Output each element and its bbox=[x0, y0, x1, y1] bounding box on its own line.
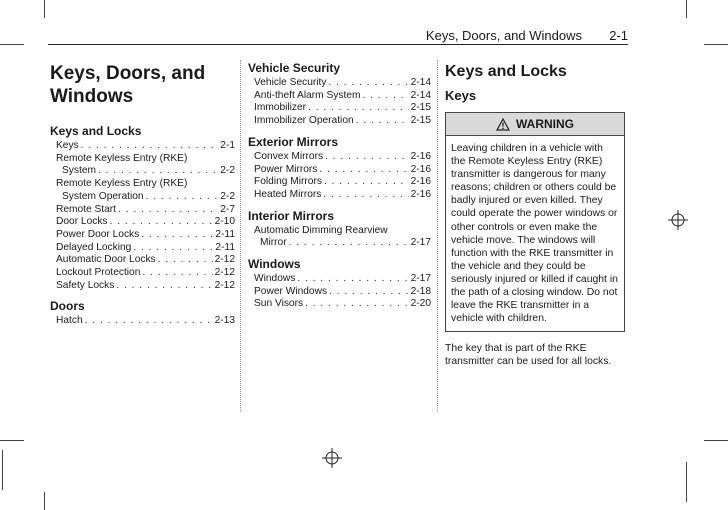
registration-mark-icon bbox=[322, 448, 342, 468]
toc-entry[interactable]: Heated Mirrors . . . 2-16 bbox=[248, 189, 431, 202]
registration-mark-icon bbox=[668, 210, 688, 230]
crop-mark bbox=[0, 44, 24, 45]
section-title: Keys and Locks bbox=[445, 63, 567, 80]
warning-label: WARNING bbox=[516, 117, 574, 131]
chapter-title-line: Keys, Doors, and bbox=[50, 63, 206, 84]
toc-entry[interactable]: Safety Locks . . . 2-12 bbox=[50, 280, 235, 293]
warning-header bbox=[446, 113, 624, 136]
content-right-column bbox=[445, 62, 627, 369]
toc-entry[interactable]: Power Door Locks . . . 2-11 bbox=[50, 229, 235, 242]
warning-triangle-icon bbox=[496, 118, 510, 131]
chapter-title-line: Windows bbox=[50, 86, 134, 107]
toc-entry[interactable]: Remote Keyless Entry (RKE) bbox=[56, 152, 188, 164]
toc-entry[interactable]: Windows . . . 2-17 bbox=[248, 273, 431, 286]
crop-mark bbox=[44, 492, 45, 510]
crop-mark bbox=[686, 462, 687, 502]
toc-left-column bbox=[50, 62, 235, 328]
toc-entry[interactable]: Power Windows . . . 2-18 bbox=[248, 286, 431, 299]
chapter-title bbox=[50, 62, 235, 108]
toc-entry[interactable]: Sun Visors . . . 2-20 bbox=[248, 298, 431, 311]
toc-entry[interactable]: Remote Start . . . 2-7 bbox=[50, 204, 235, 217]
crop-mark bbox=[704, 440, 728, 441]
toc-middle-column bbox=[248, 62, 431, 311]
toc-section-heading: Exterior Mirrors bbox=[248, 134, 339, 149]
toc-entry[interactable]: Hatch . . . 2-13 bbox=[50, 315, 235, 328]
toc-entry[interactable]: Delayed Locking . . . 2-11 bbox=[50, 242, 235, 255]
toc-entry-continuation[interactable]: System . . . 2-2 bbox=[50, 165, 235, 178]
running-header bbox=[0, 26, 630, 44]
crop-mark bbox=[0, 440, 24, 441]
header-title: Keys, Doors, and Windows bbox=[425, 28, 582, 43]
subsection-title: Keys bbox=[445, 88, 477, 103]
toc-entry-continuation[interactable]: System Operation . . . 2-2 bbox=[50, 191, 235, 204]
toc-entry[interactable]: Lockout Protection . . . 2-12 bbox=[50, 267, 235, 280]
toc-entry[interactable]: Door Locks . . . 2-10 bbox=[50, 216, 235, 229]
toc-section-heading: Interior Mirrors bbox=[248, 208, 335, 223]
toc-section-heading: Vehicle Security bbox=[248, 61, 341, 75]
toc-entry[interactable]: Automatic Dimming Rearview bbox=[254, 224, 388, 236]
page-number: 2-1 bbox=[609, 28, 628, 43]
crop-mark bbox=[2, 450, 3, 490]
crop-mark bbox=[44, 0, 45, 18]
toc-entry[interactable]: Remote Keyless Entry (RKE) bbox=[56, 178, 188, 190]
crop-mark bbox=[704, 44, 728, 45]
toc-section-heading: Doors bbox=[50, 299, 85, 314]
body-paragraph: The key that is part of the RKE transmitter can be used for all locks. bbox=[445, 343, 612, 368]
toc-entry[interactable]: Convex Mirrors . . . 2-16 bbox=[248, 151, 431, 164]
header-rule bbox=[48, 44, 628, 45]
toc-section-heading: Keys and Locks bbox=[50, 124, 142, 138]
toc-entry[interactable]: Folding Mirrors . . . 2-16 bbox=[248, 176, 431, 189]
toc-entry-continuation[interactable]: Mirror . . . 2-17 bbox=[248, 237, 431, 250]
toc-entry[interactable]: Automatic Door Locks . . . 2-12 bbox=[50, 254, 235, 267]
toc-entry[interactable]: Vehicle Security . . . 2-14 bbox=[248, 77, 431, 90]
toc-entry[interactable]: Immobilizer . . . 2-15 bbox=[248, 102, 431, 115]
toc-entry[interactable]: Keys . . . 2-1 bbox=[50, 140, 235, 153]
toc-section-heading: Windows bbox=[248, 257, 301, 272]
column-divider bbox=[240, 60, 241, 412]
warning-box bbox=[445, 112, 625, 332]
toc-entry[interactable]: Anti-theft Alarm System . . . 2-14 bbox=[248, 90, 431, 103]
crop-mark bbox=[686, 0, 687, 18]
toc-entry[interactable]: Power Mirrors . . . 2-16 bbox=[248, 164, 431, 177]
warning-text: Leaving children in a vehicle with the Remote Keyless Entry (RKE) transmitter is dangerous for many reasons; children or others could be badly injured or even killed. They could operate the power windows or other controls or even make the vehicle move. The windows will function with the RKE transmitter in the vehicle and they could be seriously injured or killed if caught in the path of a closing window. Do not leave the RKE transmitter in a vehicle with children. bbox=[451, 143, 618, 325]
toc-entry[interactable]: Immobilizer Operation . . . 2-15 bbox=[248, 115, 431, 128]
column-divider bbox=[437, 60, 438, 412]
